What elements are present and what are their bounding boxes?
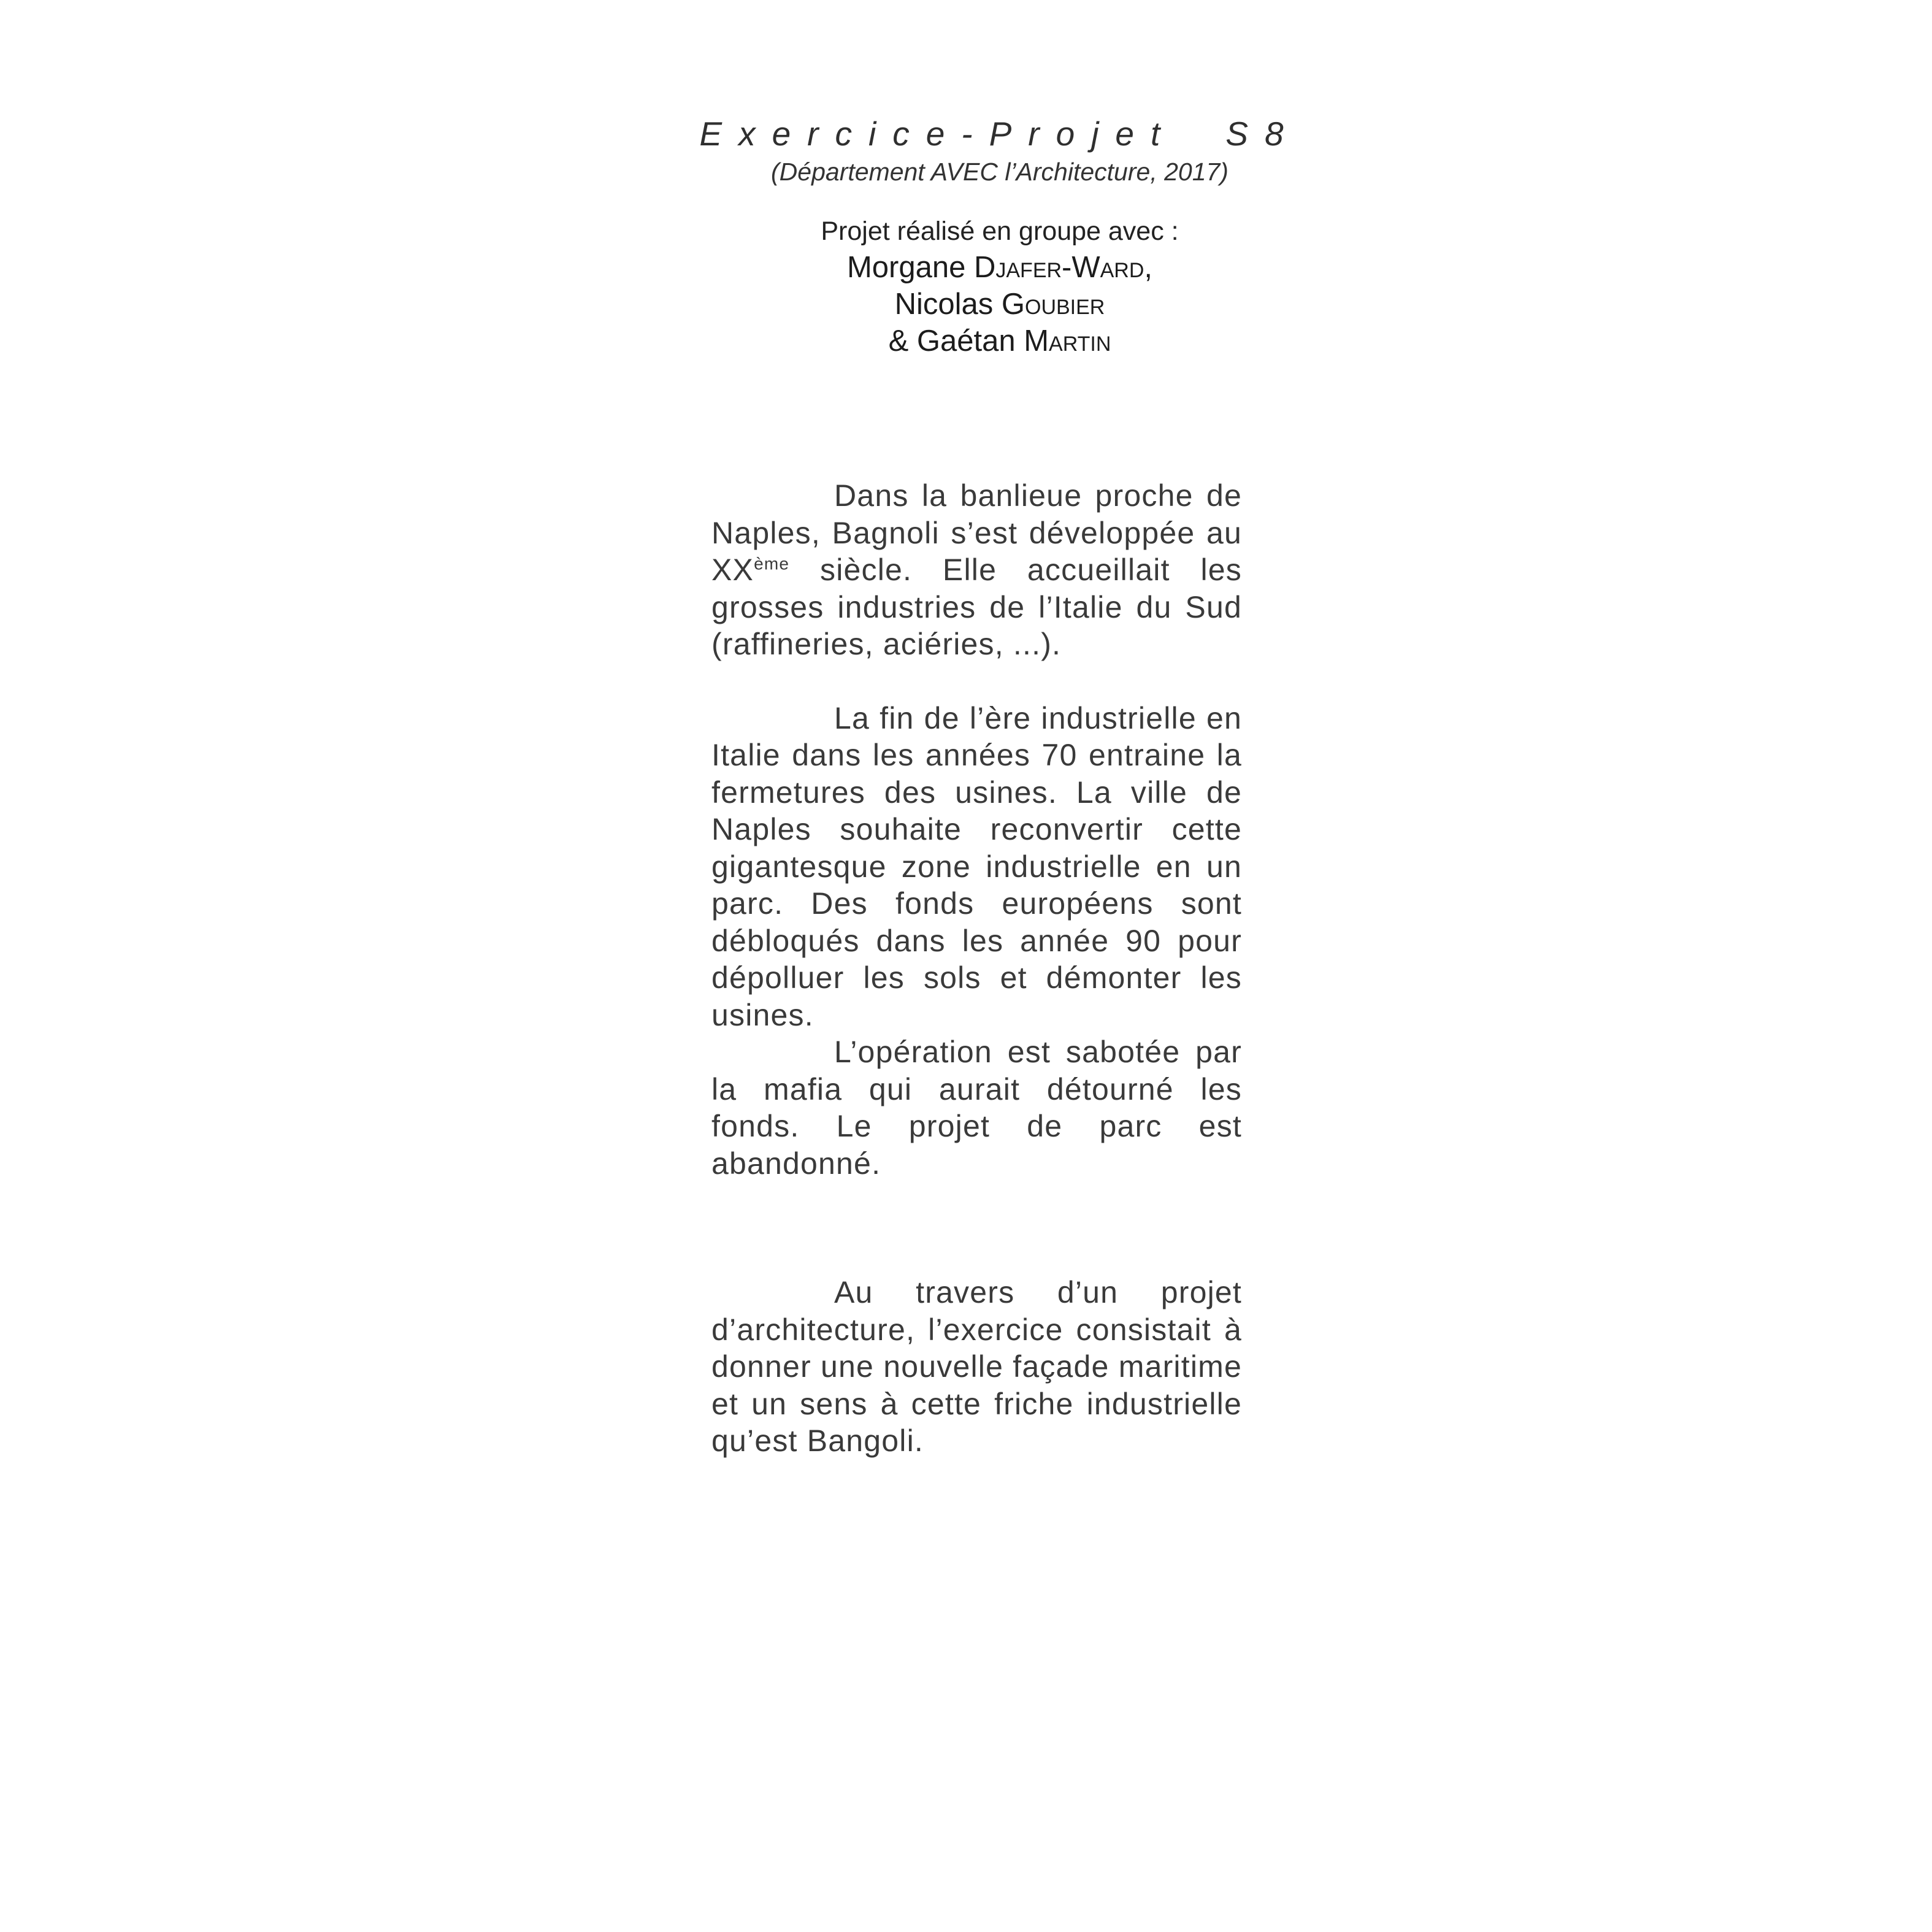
paragraph-bagnoli-start: Dans la banlieue proche de Naples, Bagnoli s’est développée au XX: [711, 478, 1242, 587]
document-header: [675, 112, 1325, 359]
member-last-name: Djafer-Ward: [973, 251, 1144, 284]
title-code: S8: [1225, 115, 1300, 153]
member-first-name: Morgane: [846, 251, 974, 284]
group-intro: Projet réalisé en groupe avec :: [821, 217, 1179, 246]
document-subtitle: (Département AVEC l’Architecture, 2017): [771, 158, 1229, 186]
member-last-name: Martin: [1024, 324, 1111, 358]
paragraph-exercise: Au travers d’un projet d’architecture, l’exercice consistait à donner une nouvelle façade maritime et un sens à cette friche industrielle qu’est Bangoli.: [711, 1275, 1242, 1458]
paragraph-bagnoli: [711, 477, 1242, 663]
paragraph-mafia: L’opération est sabotée par la mafia qui aurait détourné les fonds. Le projet de parc est abandonné.: [711, 1035, 1242, 1181]
member-first-name: & Gaétan: [888, 324, 1024, 358]
member-first-name: Nicolas: [894, 288, 1002, 321]
body-text: [711, 477, 1242, 1460]
member-1: [675, 249, 1325, 286]
document-title: [675, 112, 1325, 156]
member-2: [675, 286, 1325, 323]
paragraph-industrial-end: La fin de l’ère industrielle en Italie dans les années 70 entraine la fermetures des usines. La ville de Naples souhaite reconvertir cette gigantesque zone industrielle en un parc. Des fonds européens sont débloqués dans les année 90 pour dépolluer les sols et démonter les usines.: [711, 700, 1242, 1032]
member-last-name: Goubier: [1001, 288, 1105, 321]
title-text: Exercice-Projet: [699, 115, 1177, 153]
paragraph-bagnoli-end: siècle. Elle accueillait les grosses industries de l’Italie du Sud (raffineries, aciéries, ...).: [711, 553, 1242, 661]
member-3: [675, 323, 1325, 359]
member-suffix: ,: [1144, 251, 1153, 284]
century-superscript: ème: [754, 554, 790, 573]
